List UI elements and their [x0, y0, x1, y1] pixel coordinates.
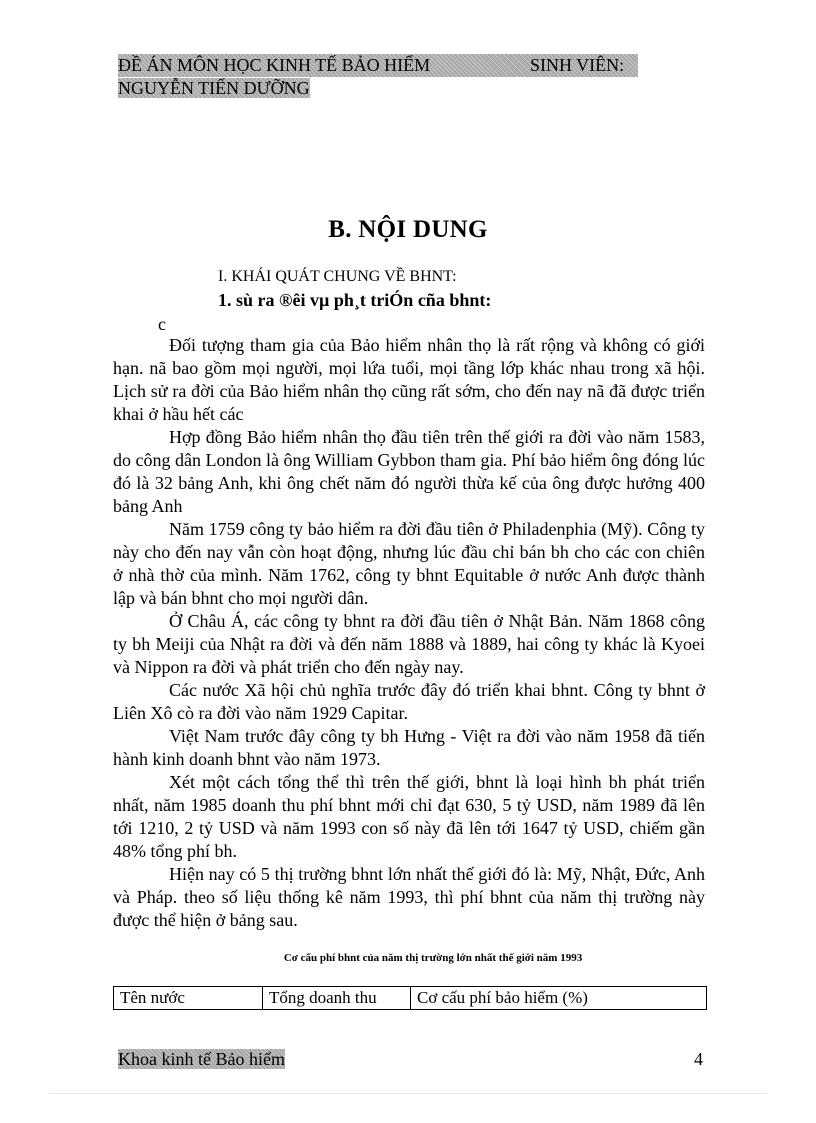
- paragraph: Xét một cách tổng thể thì trên thế giới, bhnt là loại hình bh phát triển nhất, năm 1985 doanh thu phí bhnt mới chỉ đạt 630, 5 tỷ USD, năm 1989 đã lên tới 1210, 2 tỷ USD và năm 1993 con số này đã lên tới 1647 tỷ USD, chiếm gần 48% tổng phí bh.: [113, 772, 705, 861]
- header-student-name: NGUYỄN TIẾN DƯỠNG: [118, 78, 310, 98]
- header-row-2: [118, 77, 638, 100]
- footer-faculty: Khoa kinh tế Bảo hiểm: [118, 1049, 285, 1069]
- page-header: [118, 54, 638, 100]
- paragraph: Ở Châu Á, các công ty bhnt ra đời đầu tiên ở Nhật Bản. Năm 1868 công ty bh Meiji của Nhật ra đời và đến năm 1888 và 1889, hai công ty khác là Kyoei và Nippon ra đời và phát triển cho đến ngày nay.: [113, 611, 705, 677]
- column-header-country: Tên nước: [114, 987, 263, 1010]
- page-title: B. NỘI DUNG: [328, 216, 488, 243]
- header-course-title: ĐỀ ÁN MÔN HỌC KINH TẾ BẢO HIỂM: [118, 55, 431, 75]
- paragraph: Hợp đồng Bảo hiểm nhân thọ đầu tiên trên thế giới ra đời vào năm 1583, do công dân London là ông William Gybbon tham gia. Phí bảo hiểm ông đóng lúc đó là 32 bảng Anh, khi ông chết năm đó người thừa kế của ông được hưởng 400 bảng Anh: [113, 427, 705, 516]
- stray-character: c: [158, 314, 166, 334]
- table-header-row: [114, 987, 707, 1010]
- body-text: [113, 334, 705, 932]
- paragraph: Việt Nam trước đây công ty bh Hưng - Việt ra đời vào năm 1958 đã tiến hành kinh doanh bhnt vào năm 1973.: [113, 726, 705, 769]
- section-heading: I. KHÁI QUÁT CHUNG VỀ BHNT:: [218, 268, 457, 285]
- header-row-1: [118, 54, 638, 77]
- paragraph: Đối tượng tham gia của Bảo hiểm nhân thọ là rất rộng và không có giới hạn. nã bao gồm mọi người, mọi lứa tuổi, mọi tầng lớp khác nhau trong xã hội. Lịch sử ra đời của Bảo hiểm nhân thọ cũng rất sớm, cho đến nay nã đã được triển khai ở hầu hết các: [113, 335, 705, 424]
- table-caption: Cơ cấu phí bhnt của năm thị trường lớn nhất thế giới năm 1993: [283, 952, 583, 964]
- subsection-heading: 1. sù ra ®êi vµ ph¸t triÓn cña bhnt:: [218, 290, 492, 310]
- page-number: 4: [694, 1049, 703, 1069]
- paragraph: Hiện nay có 5 thị trường bhnt lớn nhất thế giới đó là: Mỹ, Nhật, Đức, Anh và Pháp. theo số liệu thống kê năm 1993, thì phí bhnt của năm thị trường này được thể hiện ở bảng sau.: [113, 864, 705, 930]
- column-header-total-revenue: Tổng doanh thu: [263, 987, 411, 1010]
- page-footer: [118, 1049, 285, 1070]
- premium-structure-table: [113, 986, 707, 1010]
- paragraph: Năm 1759 công ty bảo hiểm ra đời đầu tiên ở Philadenphia (Mỹ). Công ty này cho đến nay vẫn còn hoạt động, nhưng lúc đầu chỉ bán bh cho các con chiên ở nhà thờ của mình. Năm 1762, công ty bhnt Equitable ở nước Anh được thành lập và bán bhnt cho mọi người dân.: [113, 519, 705, 608]
- column-header-premium-structure: Cơ cấu phí bảo hiểm (%): [411, 987, 707, 1010]
- paragraph: Các nước Xã hội chủ nghĩa trước đây đó triển khai bhnt. Công ty bhnt ở Liên Xô cò ra đời vào năm 1929 Capitar.: [113, 680, 705, 723]
- header-student-label: SINH VIÊN:: [530, 55, 625, 75]
- bottom-divider: [50, 1093, 766, 1094]
